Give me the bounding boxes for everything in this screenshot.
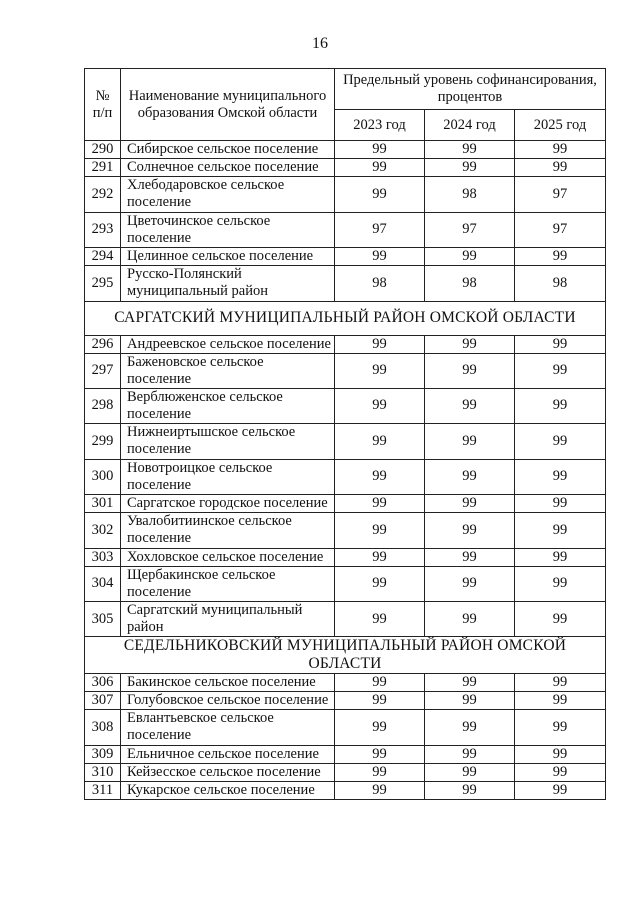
row-number: 300 (85, 459, 121, 495)
value-2025: 99 (515, 745, 606, 763)
value-2025: 99 (515, 548, 606, 566)
table-row (85, 602, 606, 637)
value-2024: 99 (425, 763, 515, 781)
value-2024: 99 (425, 424, 515, 460)
row-number: 310 (85, 763, 121, 781)
value-2025: 99 (515, 692, 606, 710)
row-number: 304 (85, 566, 121, 602)
table-row (85, 159, 606, 177)
value-2024: 99 (425, 335, 515, 353)
row-number: 295 (85, 266, 121, 302)
value-2023: 99 (335, 335, 425, 353)
municipality-name: Бакинское сельское поселение (121, 674, 335, 692)
table-row (85, 513, 606, 549)
value-2025: 99 (515, 159, 606, 177)
municipality-name: Увалобитиинское сельское поселение (121, 513, 335, 549)
value-2023: 99 (335, 495, 425, 513)
section-row (85, 637, 606, 674)
value-2023: 99 (335, 602, 425, 637)
row-number: 299 (85, 424, 121, 460)
row-number: 301 (85, 495, 121, 513)
cofinancing-table (84, 68, 606, 800)
table-row (85, 353, 606, 388)
value-2023: 99 (335, 710, 425, 746)
value-2025: 99 (515, 566, 606, 602)
table-row (85, 495, 606, 513)
row-number: 298 (85, 388, 121, 424)
table-row (85, 388, 606, 424)
municipality-name: Ельничное сельское поселение (121, 745, 335, 763)
value-2023: 97 (335, 212, 425, 248)
municipality-name: Андреевское сельское поселение (121, 335, 335, 353)
municipality-name: Сибирское сельское поселение (121, 141, 335, 159)
table-row (85, 266, 606, 302)
row-number: 293 (85, 212, 121, 248)
value-2024: 99 (425, 513, 515, 549)
column-header-number: № п/п (85, 69, 121, 141)
value-2025: 99 (515, 424, 606, 460)
section-row (85, 301, 606, 335)
value-2024: 99 (425, 495, 515, 513)
row-number: 302 (85, 513, 121, 549)
table-row (85, 745, 606, 763)
table-row (85, 141, 606, 159)
row-number: 308 (85, 710, 121, 746)
value-2023: 99 (335, 763, 425, 781)
table-row (85, 548, 606, 566)
value-2024: 99 (425, 248, 515, 266)
table-row (85, 763, 606, 781)
table-row (85, 674, 606, 692)
table-row (85, 177, 606, 213)
table-body (85, 141, 606, 800)
page-number: 16 (312, 35, 328, 52)
value-2023: 99 (335, 248, 425, 266)
section-title: САРГАТСКИЙ МУНИЦИПАЛЬНЫЙ РАЙОН ОМСКОЙ ОБЛАСТИ (85, 301, 606, 335)
section-title: СЕДЕЛЬНИКОВСКИЙ МУНИЦИПАЛЬНЫЙ РАЙОН ОМСКОЙ ОБЛАСТИ (85, 637, 606, 674)
value-2025: 99 (515, 495, 606, 513)
table-header (85, 69, 606, 141)
row-number: 296 (85, 335, 121, 353)
value-2023: 99 (335, 353, 425, 388)
value-2023: 98 (335, 266, 425, 302)
value-2024: 97 (425, 212, 515, 248)
value-2025: 99 (515, 459, 606, 495)
value-2025: 99 (515, 388, 606, 424)
value-2024: 99 (425, 692, 515, 710)
table-row (85, 692, 606, 710)
value-2024: 99 (425, 159, 515, 177)
municipality-name: Цветочинское сельское поселение (121, 212, 335, 248)
municipality-name: Голубовское сельское поселение (121, 692, 335, 710)
value-2023: 99 (335, 745, 425, 763)
value-2025: 99 (515, 353, 606, 388)
row-number: 291 (85, 159, 121, 177)
municipality-name: Щербакинское сельское поселение (121, 566, 335, 602)
value-2025: 99 (515, 248, 606, 266)
municipality-name: Кейзесское сельское поселение (121, 763, 335, 781)
municipality-name: Целинное сельское поселение (121, 248, 335, 266)
row-number: 303 (85, 548, 121, 566)
value-2023: 99 (335, 459, 425, 495)
value-2024: 99 (425, 548, 515, 566)
row-number: 307 (85, 692, 121, 710)
column-header-year-2024: 2024 год (425, 110, 515, 141)
value-2025: 99 (515, 763, 606, 781)
value-2023: 99 (335, 674, 425, 692)
value-2024: 99 (425, 141, 515, 159)
municipality-name: Саргатское городское поселение (121, 495, 335, 513)
column-header-level: Предельный уровень софинансирования, процентов (335, 69, 606, 110)
value-2024: 98 (425, 177, 515, 213)
value-2023: 99 (335, 388, 425, 424)
value-2023: 99 (335, 692, 425, 710)
value-2023: 99 (335, 159, 425, 177)
value-2025: 99 (515, 602, 606, 637)
municipality-name: Верблюженское сельское поселение (121, 388, 335, 424)
value-2025: 99 (515, 674, 606, 692)
row-number: 309 (85, 745, 121, 763)
municipality-name: Баженовское сельское поселение (121, 353, 335, 388)
municipality-name: Евлантьевское сельское поселение (121, 710, 335, 746)
row-number: 305 (85, 602, 121, 637)
municipality-name: Хлебодаровское сельское поселение (121, 177, 335, 213)
column-header-year-2025: 2025 год (515, 110, 606, 141)
value-2024: 99 (425, 674, 515, 692)
value-2023: 99 (335, 141, 425, 159)
column-header-name: Наименование муниципального образования Омской области (121, 69, 335, 141)
table-row (85, 459, 606, 495)
value-2024: 99 (425, 459, 515, 495)
value-2025: 99 (515, 141, 606, 159)
value-2023: 99 (335, 566, 425, 602)
row-number: 292 (85, 177, 121, 213)
row-number: 297 (85, 353, 121, 388)
municipality-name: Хохловское сельское поселение (121, 548, 335, 566)
row-number: 290 (85, 141, 121, 159)
row-number: 306 (85, 674, 121, 692)
table-row (85, 424, 606, 460)
value-2025: 98 (515, 266, 606, 302)
municipality-name: Нижнеиртышское сельское поселение (121, 424, 335, 460)
value-2025: 97 (515, 212, 606, 248)
value-2024: 99 (425, 710, 515, 746)
value-2023: 99 (335, 781, 425, 799)
value-2023: 99 (335, 548, 425, 566)
municipality-name: Новотроицкое сельское поселение (121, 459, 335, 495)
municipality-name: Кукарское сельское поселение (121, 781, 335, 799)
table-row (85, 248, 606, 266)
value-2025: 99 (515, 335, 606, 353)
table-row (85, 335, 606, 353)
value-2023: 99 (335, 513, 425, 549)
value-2023: 99 (335, 177, 425, 213)
row-number: 311 (85, 781, 121, 799)
value-2025: 99 (515, 513, 606, 549)
value-2025: 97 (515, 177, 606, 213)
column-header-year-2023: 2023 год (335, 110, 425, 141)
value-2024: 99 (425, 388, 515, 424)
value-2024: 99 (425, 566, 515, 602)
municipality-name: Русско-Полянский муниципальный район (121, 266, 335, 302)
value-2024: 99 (425, 781, 515, 799)
value-2025: 99 (515, 710, 606, 746)
value-2024: 99 (425, 745, 515, 763)
value-2024: 99 (425, 602, 515, 637)
municipality-name: Солнечное сельское поселение (121, 159, 335, 177)
municipality-name: Саргатский муниципальный район (121, 602, 335, 637)
value-2024: 99 (425, 353, 515, 388)
table-row (85, 212, 606, 248)
row-number: 294 (85, 248, 121, 266)
table-row (85, 781, 606, 799)
value-2024: 98 (425, 266, 515, 302)
table-row (85, 710, 606, 746)
table-row (85, 566, 606, 602)
value-2023: 99 (335, 424, 425, 460)
value-2025: 99 (515, 781, 606, 799)
